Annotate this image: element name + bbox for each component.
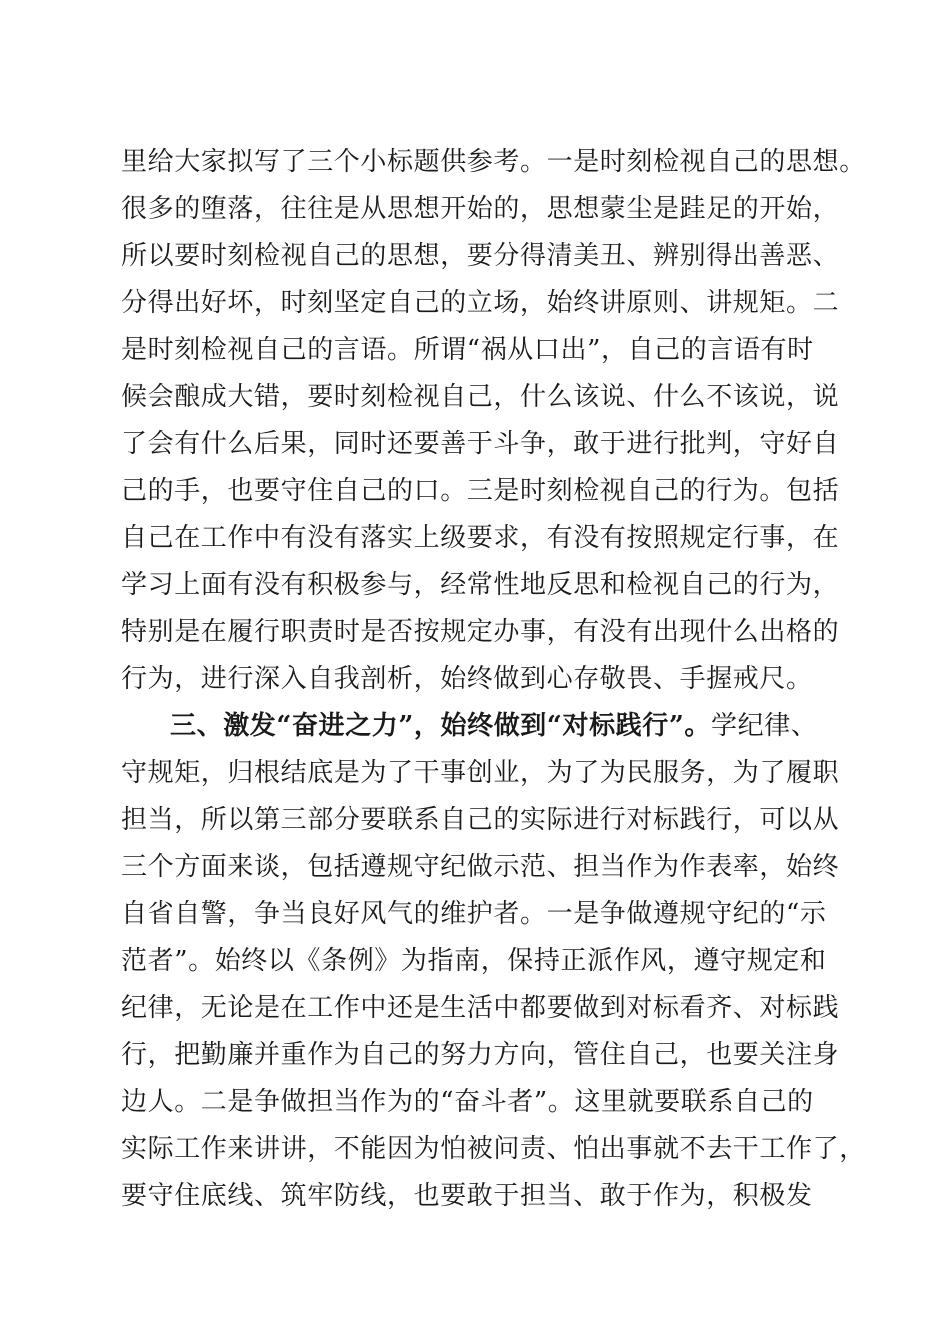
- text-line: 是时刻检视自己的言语。所谓“祸从口出”，自己的言语有时: [121, 335, 814, 365]
- text-line: 三个方面来谈，包括遵规守纪做示范、担当作为作表率，始终: [121, 852, 840, 882]
- text-line: 很多的堕落，往往是从思想开始的，思想蒙尘是跬足的开始，: [121, 194, 840, 224]
- text-line: 所以要时刻检视自己的思想，要分得清美丑、辨别得出善恶、: [121, 241, 840, 271]
- section-heading-rest: 学纪律、: [711, 711, 818, 741]
- text-line: 己的手，也要守住自己的口。三是时刻检视自己的行为。包括: [121, 476, 840, 506]
- text-line: 边人。二是争做担当作为的“奋斗者”。这里就要联系自己的: [121, 1087, 814, 1117]
- text-line: 行为，进行深入自我剖析，始终做到心存敬畏、手握戒尺。: [121, 664, 813, 694]
- text-line: 要守住底线、筑牢防线，也要敢于担当、敢于作为，积极发: [121, 1181, 813, 1211]
- text-line: 守规矩，归根结底是为了干事创业，为了为民服务，为了履职: [121, 758, 840, 788]
- text-line: 行，把勤廉并重作为自己的努力方向，管住自己，也要关注身: [121, 1040, 840, 1070]
- section-heading: [170, 706, 817, 746]
- text-line: 里给大家拟写了三个小标题供参考。一是时刻检视自己的思想。: [121, 147, 866, 177]
- text-line: 自省自警，争当良好风气的维护者。一是争做遵规守纪的“示: [121, 899, 827, 929]
- text-line: 纪律，无论是在工作中还是生活中都要做到对标看齐、对标践: [121, 993, 840, 1023]
- text-line: 候会酿成大错，要时刻检视自己，什么该说、什么不该说，说: [121, 382, 840, 412]
- text-line: 自己在工作中有没有落实上级要求，有没有按照规定行事，在: [121, 523, 840, 553]
- text-line: 特别是在履行职责时是否按规定办事，有没有出现什么出格的: [121, 617, 840, 647]
- text-line: 了会有什么后果，同时还要善于斗争，敢于进行批判，守好自: [121, 429, 840, 459]
- text-line: 范者”。始终以《条例》为指南，保持正派作风，遵守规定和: [121, 946, 827, 976]
- text-line: 学习上面有没有积极参与，经常性地反思和检视自己的行为，: [121, 570, 840, 600]
- text-line: 实际工作来讲讲，不能因为怕被问责、怕出事就不去干工作了，: [121, 1134, 866, 1164]
- text-line: 分得出好坏，时刻坚定自己的立场，始终讲原则、讲规矩。二: [121, 288, 840, 318]
- text-line: 担当，所以第三部分要联系自己的实际进行对标践行，可以从: [121, 805, 840, 835]
- section-heading-bold: 三、激发“奋进之力”，始终做到“对标践行”。: [170, 711, 712, 741]
